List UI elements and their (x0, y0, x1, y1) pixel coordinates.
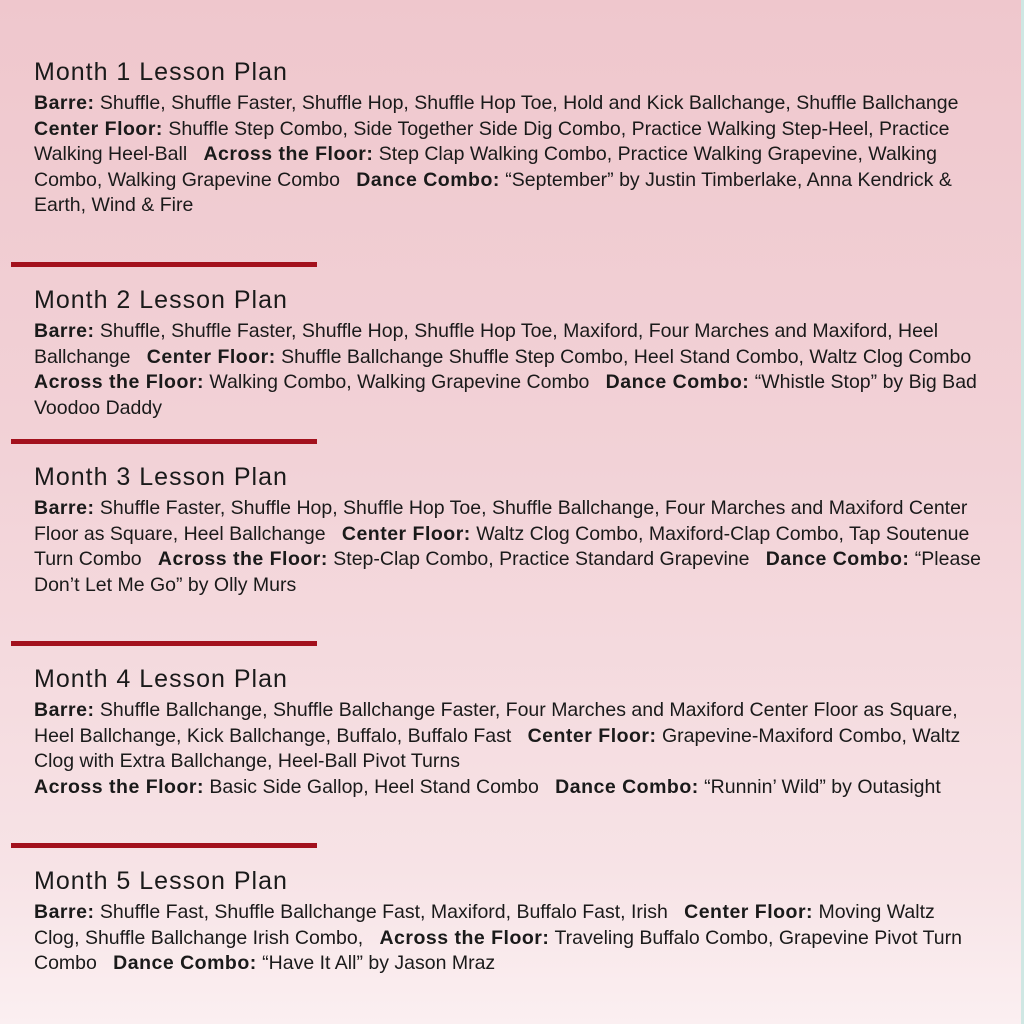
section-divider (11, 843, 317, 848)
section-divider (11, 439, 317, 444)
month-1-title: Month 1 Lesson Plan (34, 58, 288, 86)
across-floor-text: Walking Combo, Walking Grapevine Combo (209, 371, 590, 394)
dance-combo-text: “Please Don’t Let Me Go” by Olly Murs (34, 548, 981, 596)
center-floor-label: Center Floor: (341, 522, 471, 545)
across-floor-label: Across the Floor: (157, 548, 328, 571)
month-5-section (34, 866, 984, 977)
across-floor-text: Step-Clap Combo, Practice Standard Grapevine (333, 548, 750, 571)
barre-text: Shuffle, Shuffle Faster, Shuffle Hop, Shuffle Hop Toe, Maxiford, Four Marches and Maxiford, Heel Ballchange (34, 320, 939, 368)
center-floor-label: Center Floor: (146, 345, 276, 368)
month-5-plan (34, 900, 984, 977)
month-2-section (34, 285, 984, 421)
barre-label: Barre: (34, 497, 95, 519)
month-4-title: Month 4 Lesson Plan (34, 665, 288, 693)
center-floor-label: Center Floor: (527, 724, 657, 747)
barre-label: Barre: (34, 699, 95, 721)
across-floor-label: Across the Floor: (203, 143, 374, 166)
center-floor-text: Shuffle Step Combo, Side Together Side Dig Combo, Practice Walking Step-Heel, Practice Walking Heel-Ball (34, 117, 950, 166)
dance-combo-text: “Whistle Stop” by Big Bad Voodoo Daddy (34, 371, 977, 419)
month-4-plan (34, 698, 984, 800)
dance-combo-label: Dance Combo: (765, 548, 910, 571)
barre-label: Barre: (34, 92, 95, 114)
section-divider (11, 262, 317, 267)
dance-combo-label: Dance Combo: (605, 371, 750, 394)
across-floor-label: Across the Floor: (34, 371, 204, 394)
center-floor-label: Center Floor: (684, 901, 814, 923)
across-floor-label: Across the Floor: (34, 775, 204, 798)
month-1-plan (34, 91, 984, 219)
month-3-section (34, 462, 984, 598)
dance-combo-text: “Runnin’ Wild” by Outasight (704, 775, 941, 798)
dance-combo-text: “Have It All” by Jason Mraz (262, 952, 496, 975)
dance-combo-label: Dance Combo: (356, 168, 500, 191)
month-2-title: Month 2 Lesson Plan (34, 286, 288, 314)
dance-combo-label: Dance Combo: (113, 952, 257, 975)
month-4-section (34, 664, 984, 800)
month-5-title: Month 5 Lesson Plan (34, 867, 288, 895)
barre-label: Barre: (34, 320, 95, 342)
month-3-plan (34, 496, 984, 598)
section-divider (11, 641, 317, 646)
month-2-plan (34, 319, 984, 421)
across-floor-text: Basic Side Gallop, Heel Stand Combo (209, 775, 539, 798)
dance-combo-label: Dance Combo: (555, 775, 699, 798)
barre-text: Shuffle Ballchange, Shuffle Ballchange Faster, Four Marches and Maxiford Center Floor as Square, Heel Ballchange, Kick Ballchange, Buffalo, Buffalo Fast (34, 699, 958, 747)
across-floor-text: Step Clap Walking Combo, Practice Walking Grapevine, Walking Combo, Walking Grapevine Combo (34, 143, 937, 191)
center-floor-text: Waltz Clog Combo, Maxiford-Clap Combo, Tap Soutenue Turn Combo (34, 522, 970, 571)
month-3-title: Month 3 Lesson Plan (34, 463, 288, 491)
barre-text: Shuffle, Shuffle Faster, Shuffle Hop, Shuffle Hop Toe, Hold and Kick Ballchange, Shuffle Ballchange (99, 92, 959, 114)
center-floor-text: Grapevine-Maxiford Combo, Waltz Clog with Extra Ballchange, Heel-Ball Pivot Turns (34, 724, 961, 773)
barre-label: Barre: (34, 901, 95, 923)
across-floor-text: Traveling Buffalo Combo, Grapevine Pivot Turn Combo (34, 926, 962, 975)
barre-text: Shuffle Faster, Shuffle Hop, Shuffle Hop Toe, Shuffle Ballchange, Four Marches and Maxiford Center Floor as Square, Heel Ballchange (34, 497, 968, 545)
across-floor-label: Across the Floor: (379, 926, 550, 949)
center-floor-text: Shuffle Ballchange Shuffle Step Combo, Heel Stand Combo, Waltz Clog Combo (281, 345, 972, 368)
center-floor-text: Moving Waltz Clog, Shuffle Ballchange Irish Combo, (34, 901, 935, 949)
barre-text: Shuffle Fast, Shuffle Ballchange Fast, Maxiford, Buffalo Fast, Irish (99, 901, 668, 923)
month-1-section (34, 57, 984, 219)
center-floor-label: Center Floor: (34, 117, 163, 140)
dance-combo-text: “September” by Justin Timberlake, Anna Kendrick & Earth, Wind & Fire (34, 168, 952, 217)
